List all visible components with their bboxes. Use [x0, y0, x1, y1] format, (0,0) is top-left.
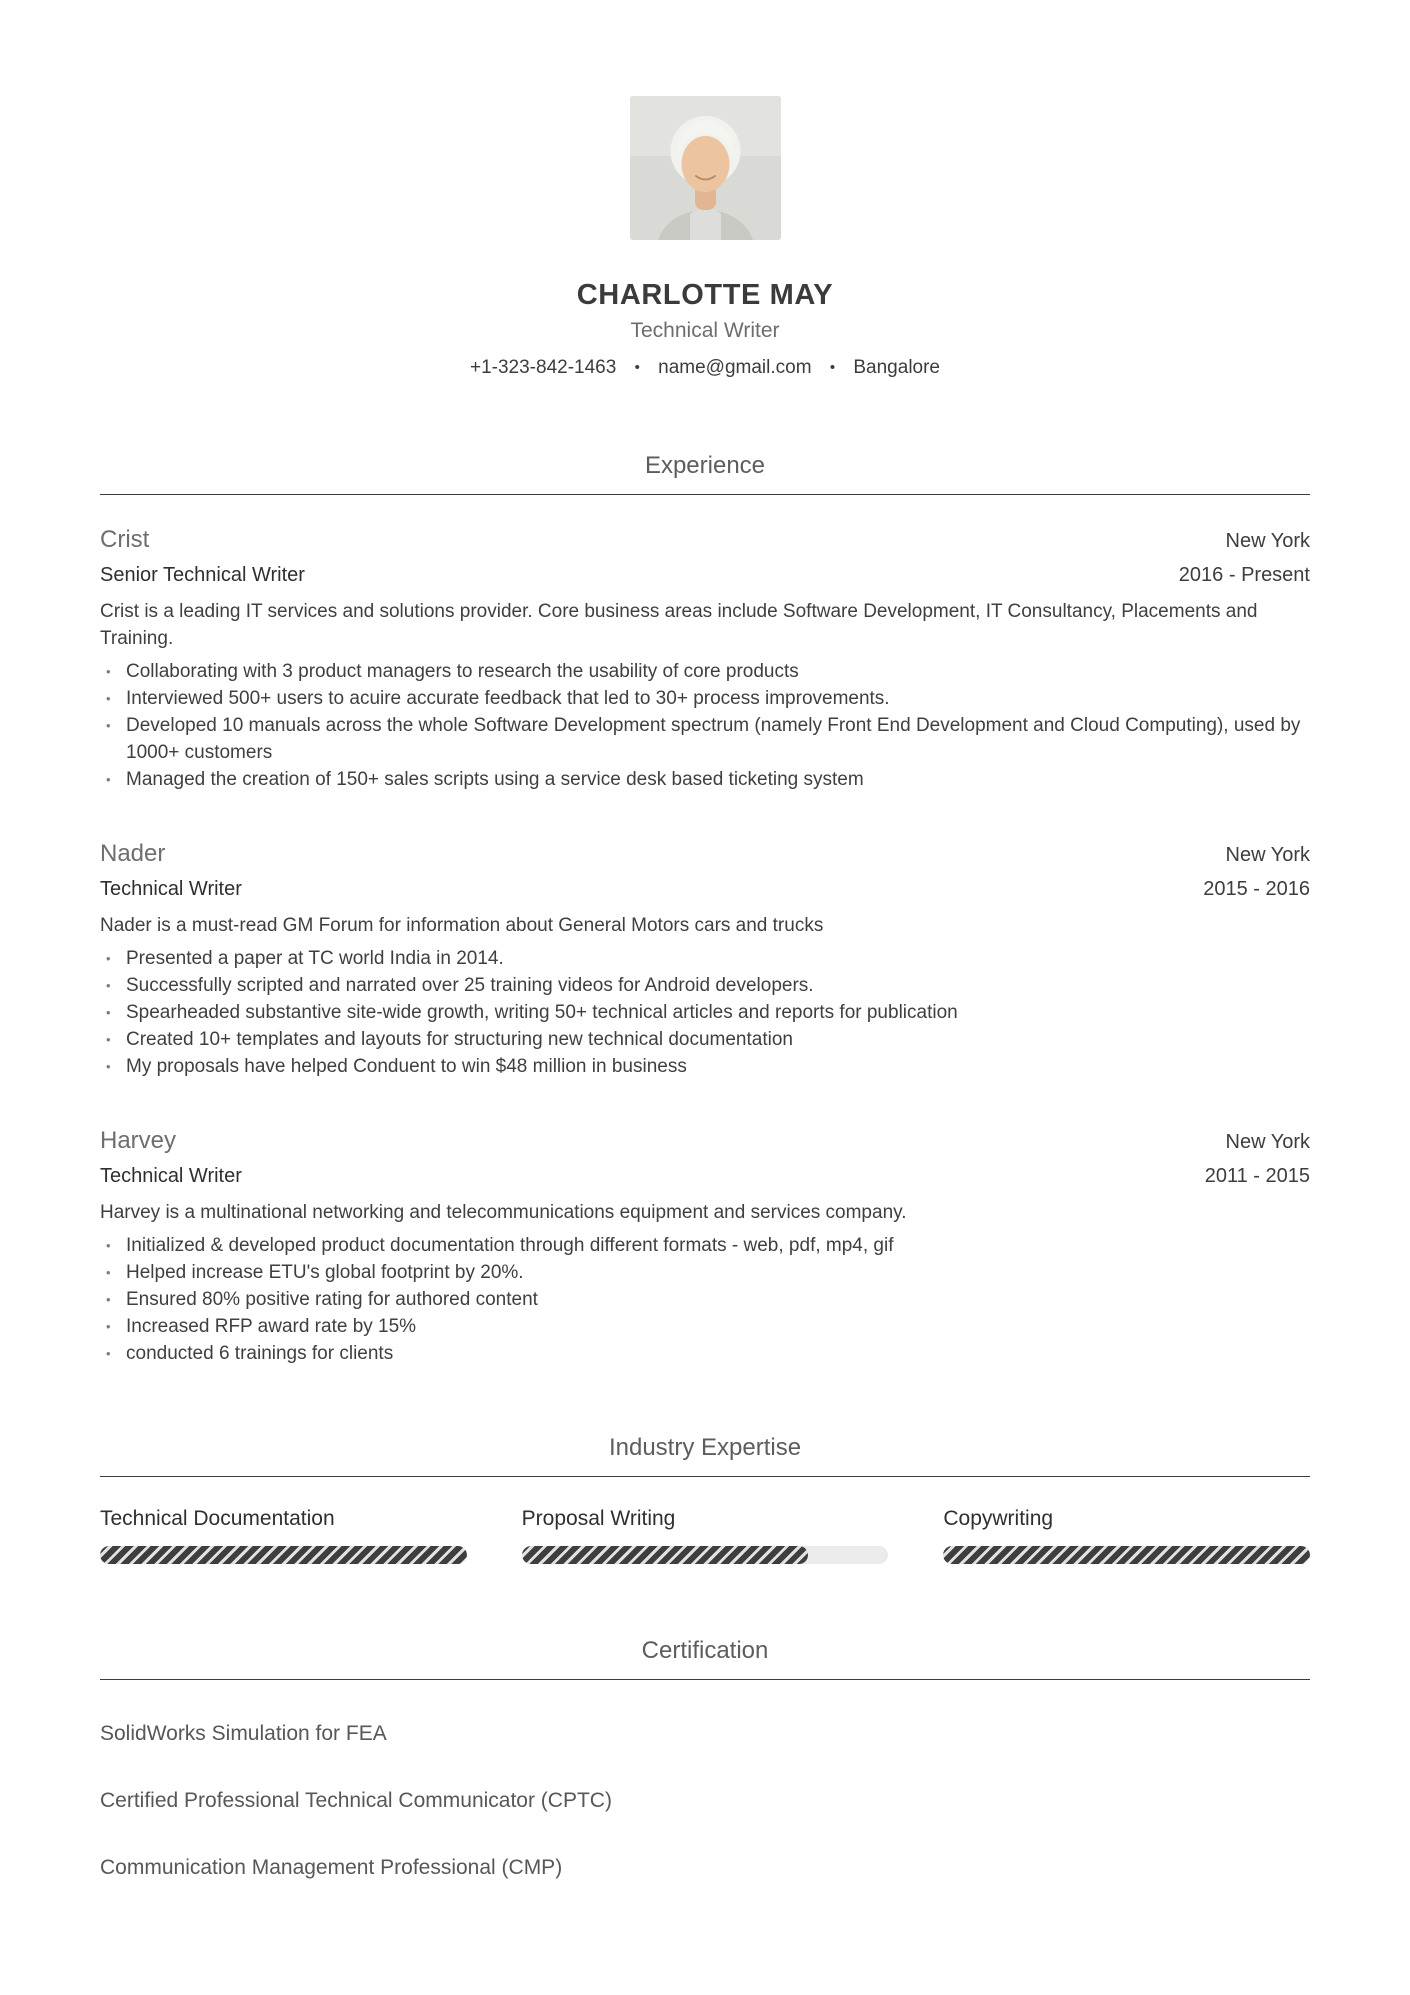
bullet-dot-icon: • [106, 1292, 111, 1307]
bullet-dot-icon: • [106, 718, 111, 733]
job-dates: 2011 - 2015 [1204, 1165, 1310, 1187]
bullet-dot-icon: • [106, 951, 111, 966]
achievement-text: Helped increase ETU's global footprint by 20%. [126, 1262, 524, 1283]
certification-item: Communication Management Professional (CMP) [100, 1856, 563, 1879]
achievement-text: Managed the creation of 150+ sales scripts using a service desk based ticketing system [126, 769, 864, 790]
bullet-dot-icon: • [106, 1238, 111, 1253]
company-description: Crist is a leading IT services and solutions provider. Core business areas include Software Development, IT Consultancy, Placements and Training. [100, 601, 1258, 649]
certification-item: SolidWorks Simulation for FEA [100, 1722, 387, 1745]
contact-row [100, 355, 1310, 381]
job-role: Senior Technical Writer [100, 564, 305, 586]
achievement-item [100, 972, 1310, 999]
achievement-text: Ensured 80% positive rating for authored content [126, 1289, 538, 1310]
skill-proposal-writing [522, 1505, 889, 1564]
achievement-text: Presented a paper at TC world India in 2014. [126, 948, 504, 969]
achievement-item [100, 1259, 1310, 1286]
achievement-text: Developed 10 manuals across the whole Software Development spectrum (namely Front End Development and Cloud Computing), used by 1000+ customers [126, 715, 1301, 763]
certification-item: Certified Professional Technical Communicator (CPTC) [100, 1789, 612, 1812]
company-name: Nader [100, 840, 166, 867]
skill-label: Technical Documentation [100, 1507, 335, 1530]
bullet-dot-icon: • [106, 978, 111, 993]
section-title-industry-expertise: Industry Expertise [608, 1434, 802, 1461]
skill-copywriting [943, 1505, 1310, 1564]
bullet-dot-icon: • [106, 772, 111, 787]
achievement-item [100, 999, 1310, 1026]
bullet-dot-icon: • [106, 1346, 111, 1361]
achievement-item [100, 712, 1310, 766]
achievement-item [100, 1053, 1310, 1080]
bullet-dot-icon: • [106, 1005, 111, 1020]
candidate-title: Technical Writer [630, 319, 780, 342]
job-dates: 2016 - Present [1178, 564, 1310, 586]
separator-dot-icon: • [829, 359, 836, 376]
resume-header [100, 96, 1310, 381]
company-name: Crist [100, 526, 150, 553]
job-role: Technical Writer [100, 1165, 242, 1187]
certification-section [100, 1636, 1310, 1881]
achievement-item [100, 945, 1310, 972]
achievement-item [100, 658, 1310, 685]
job-location: New York [1225, 844, 1310, 866]
email-address: name@gmail.com [658, 357, 812, 378]
bullet-dot-icon: • [106, 664, 111, 679]
section-divider [100, 494, 1310, 495]
achievement-text: My proposals have helped Conduent to win $48 million in business [126, 1056, 687, 1077]
skills-row [100, 1505, 1310, 1564]
achievement-text: Spearheaded substantive site-wide growth, writing 50+ technical articles and reports for publication [126, 1002, 958, 1023]
achievement-list [100, 1232, 1310, 1367]
bullet-dot-icon: • [106, 1319, 111, 1334]
skill-label: Proposal Writing [521, 1507, 676, 1530]
achievement-item [100, 1286, 1310, 1313]
achievement-text: Interviewed 500+ users to acuire accurate feedback that led to 30+ process improvements. [126, 688, 890, 709]
skill-progress-fill [100, 1546, 467, 1564]
achievement-list [100, 658, 1310, 793]
skill-progress-bar [522, 1546, 889, 1564]
achievement-item [100, 1313, 1310, 1340]
achievement-item [100, 1232, 1310, 1259]
company-description: Harvey is a multinational networking and telecommunications equipment and services company. [100, 1202, 907, 1223]
bullet-dot-icon: • [106, 1059, 111, 1074]
separator-dot-icon: • [634, 359, 640, 376]
profile-photo [630, 96, 781, 240]
experience-entry-crist [100, 525, 1310, 793]
achievement-item [100, 1026, 1310, 1053]
bullet-dot-icon: • [106, 691, 111, 706]
achievement-text: Initialized & developed product documentation through different formats - web, pdf, mp4, gif [126, 1235, 894, 1256]
skill-progress-fill [522, 1546, 808, 1564]
job-role: Technical Writer [100, 878, 242, 900]
skill-progress-bar [100, 1546, 467, 1564]
section-divider [100, 1679, 1310, 1680]
profile-photo-illustration [630, 96, 781, 240]
job-dates: 2015 - 2016 [1203, 878, 1310, 900]
section-title-certification: Certification [641, 1637, 769, 1664]
experience-entry-harvey [100, 1126, 1310, 1367]
company-name: Harvey [100, 1127, 177, 1154]
skill-technical-documentation [100, 1505, 467, 1564]
achievement-text: Collaborating with 3 product managers to research the usability of core products [126, 661, 799, 682]
bullet-dot-icon: • [106, 1265, 111, 1280]
achievement-text: Increased RFP award rate by 15% [126, 1316, 417, 1337]
company-description: Nader is a must-read GM Forum for information about General Motors cars and trucks [100, 915, 824, 936]
phone-number: +1-323-842-1463 [469, 357, 617, 378]
achievement-item [100, 685, 1310, 712]
achievement-item [100, 1340, 1310, 1367]
experience-section [100, 451, 1310, 1367]
industry-expertise-section [100, 1433, 1310, 1564]
section-title-experience: Experience [644, 452, 766, 479]
job-location: New York [1225, 1131, 1310, 1153]
skill-progress-bar [943, 1546, 1310, 1564]
job-location: New York [1225, 530, 1310, 552]
achievement-text: conducted 6 trainings for clients [126, 1343, 394, 1364]
achievement-text: Successfully scripted and narrated over 25 training videos for Android developers. [126, 975, 814, 996]
bullet-dot-icon: • [106, 1032, 111, 1047]
location-text: Bangalore [853, 357, 940, 378]
achievement-text: Created 10+ templates and layouts for structuring new technical documentation [126, 1029, 793, 1050]
section-divider [100, 1476, 1310, 1477]
skill-label: Copywriting [943, 1507, 1054, 1530]
achievement-item [100, 766, 1310, 793]
achievement-list [100, 945, 1310, 1080]
skill-progress-fill [943, 1546, 1310, 1564]
experience-entry-nader [100, 839, 1310, 1080]
candidate-name: CHARLOTTE MAY [576, 279, 834, 311]
